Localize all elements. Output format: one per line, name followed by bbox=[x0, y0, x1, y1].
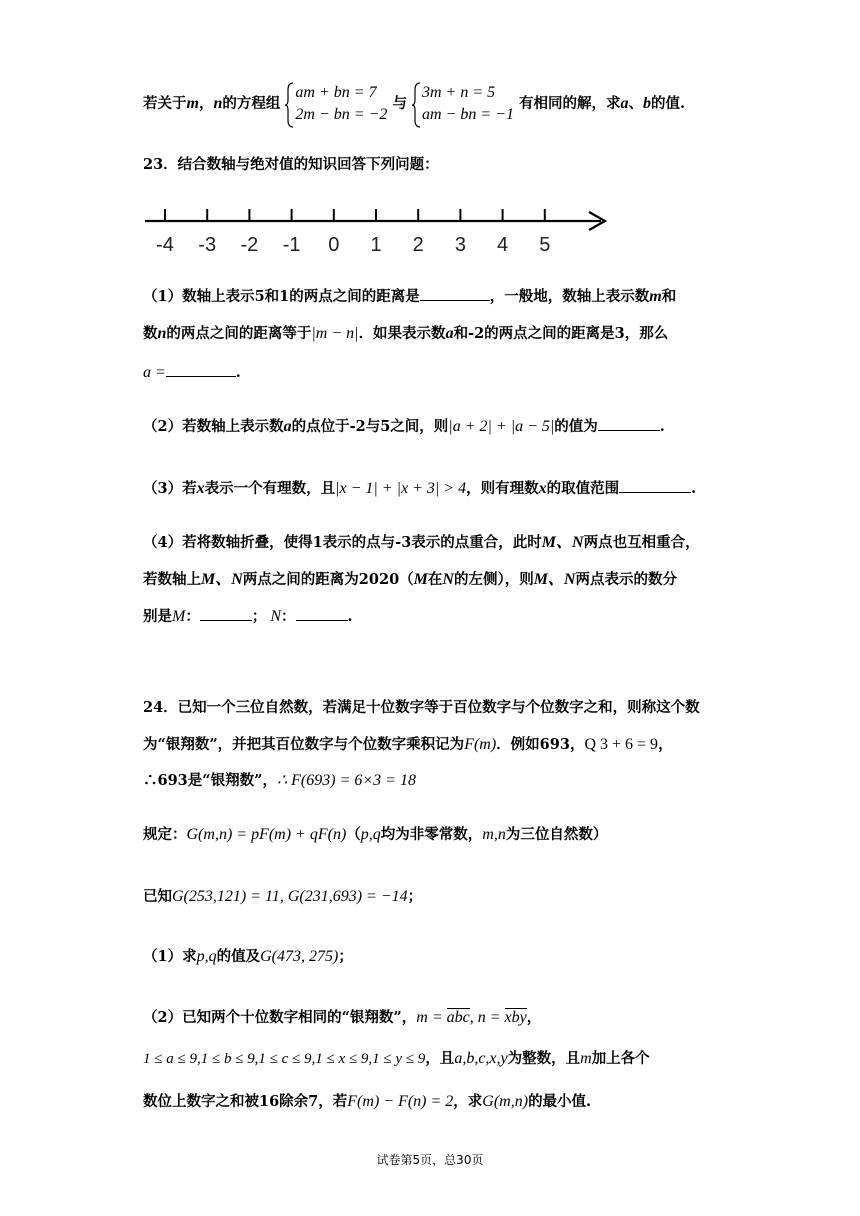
number-line-label: 4 bbox=[497, 234, 509, 256]
q24-text: （ bbox=[346, 826, 361, 843]
q23-text: . bbox=[691, 480, 697, 497]
math-expression: Q 3 + 6 = 9 bbox=[584, 736, 659, 753]
equation-system-2 bbox=[412, 82, 514, 126]
brace-icon bbox=[285, 82, 294, 128]
q23-text: 的左侧），则 bbox=[453, 571, 534, 588]
var-n: n bbox=[213, 95, 223, 112]
var-b: b bbox=[643, 95, 652, 112]
overline-number: abc bbox=[446, 1009, 470, 1026]
q24-line4 bbox=[143, 825, 607, 845]
q24-line9 bbox=[143, 1092, 591, 1112]
q23-text: 两点也互相重合， bbox=[583, 534, 700, 551]
q23-text: 的点位于-2与5之间，则 bbox=[291, 418, 449, 435]
q22-text: 若关于 bbox=[143, 95, 187, 112]
var-mn: M、N bbox=[541, 534, 584, 551]
q24-text: 的值及 bbox=[216, 948, 261, 965]
math-expression: F(m) − F(n) = 2 bbox=[347, 1093, 454, 1110]
q24-text: ∴693是“银翔数”， bbox=[143, 772, 277, 789]
q23-text: . bbox=[235, 364, 241, 381]
number-line-label: -3 bbox=[198, 234, 217, 256]
q23-p2-line bbox=[143, 416, 665, 437]
q24-text: ．例如693， bbox=[496, 736, 585, 753]
q23-text: （4）若将数轴折叠，使得1表示的点与-3表示的点重合，此时 bbox=[143, 534, 542, 551]
q22-text: 的值. bbox=[651, 95, 686, 112]
math-expression: G(m,n) = pF(m) + qF(n) bbox=[186, 826, 347, 843]
number-line-label: 0 bbox=[328, 234, 340, 256]
math-expression: m,n bbox=[482, 826, 506, 843]
q23-text: ： bbox=[185, 608, 200, 625]
q24-text: 已知 bbox=[143, 888, 172, 905]
q24-text: 均为非零常数， bbox=[380, 826, 483, 843]
math-expression: |a + 2| + |a − 5| bbox=[448, 418, 555, 435]
q24-text: ； bbox=[407, 888, 423, 905]
math-expression: |x − 1| + |x + 3| > 4 bbox=[335, 480, 467, 497]
var-a: a bbox=[620, 95, 629, 112]
q22-text: 、 bbox=[628, 95, 644, 112]
q24-text: （1）求 bbox=[143, 948, 197, 965]
q22-text: ， bbox=[198, 95, 214, 112]
q23-text: 的取值范围 bbox=[546, 480, 620, 497]
q23-p4-line3 bbox=[143, 606, 353, 627]
q23-text: 两点之间的距离为2020（ bbox=[242, 571, 414, 588]
answer-blank[interactable] bbox=[166, 362, 236, 377]
number-line-label: -4 bbox=[156, 234, 174, 256]
answer-blank[interactable] bbox=[296, 606, 348, 621]
q23-p1-line2 bbox=[143, 324, 668, 344]
q24-line3 bbox=[143, 771, 416, 791]
q23-text: （3）若 bbox=[143, 480, 197, 497]
q23-text: 的两点之间的距离等于 bbox=[166, 325, 312, 342]
brace-icon bbox=[412, 82, 421, 128]
math-expression: ∴ F(693) = 6×3 = 18 bbox=[276, 772, 416, 789]
number-line bbox=[143, 202, 613, 262]
q23-text: 若数轴上 bbox=[143, 571, 201, 588]
q23-p1-line1 bbox=[143, 286, 676, 307]
q23-p4-line2 bbox=[143, 570, 677, 590]
q23-p3-line bbox=[143, 478, 696, 499]
var-m: M bbox=[172, 608, 186, 625]
q23-text: 在 bbox=[427, 571, 443, 588]
math-expression: , n = bbox=[469, 1009, 505, 1026]
q23-title: 23．结合数轴与绝对值的知识回答下列问题： bbox=[143, 156, 439, 173]
number-line-label: -2 bbox=[240, 234, 259, 256]
q23-text: ； bbox=[251, 608, 267, 625]
q24-line2 bbox=[143, 735, 673, 755]
equation: 3m + n = 5 bbox=[422, 84, 496, 101]
math-expression: F(m) bbox=[464, 736, 497, 753]
q23-text: （1）数轴上表示5和1的两点之间的距离是 bbox=[143, 288, 420, 305]
q24-text: 的最小值. bbox=[528, 1093, 592, 1110]
q24-line1: 24．已知一个三位自然数，若满足十位数字等于百位数字与个位数字之和，则称这个数 bbox=[143, 699, 700, 716]
q23-text: ： bbox=[281, 608, 296, 625]
math-expression: p,q bbox=[360, 826, 381, 843]
q24-line6 bbox=[143, 947, 353, 967]
math-expression: G(253,121) = 11, G(231,693) = −14 bbox=[172, 888, 408, 905]
q23-text: 和 bbox=[661, 288, 677, 305]
number-line-label: 5 bbox=[539, 234, 551, 256]
var-m: m bbox=[649, 288, 662, 305]
math-expression: p,q bbox=[196, 948, 217, 965]
q23-text: 别是 bbox=[143, 608, 172, 625]
q24-text: 规定： bbox=[143, 826, 187, 843]
page-footer: 试卷第5页，总30页 bbox=[376, 1153, 484, 1167]
equation: 2m − bn = −2 bbox=[295, 106, 388, 123]
answer-blank[interactable] bbox=[200, 606, 252, 621]
q23-text: 的值为 bbox=[554, 418, 598, 435]
q24-text: 为三位自然数） bbox=[505, 826, 608, 843]
q23-text: ，则有理数 bbox=[466, 480, 539, 497]
var-m: m bbox=[186, 95, 199, 112]
math-expression: G(m,n) bbox=[482, 1093, 529, 1110]
q22-text: 有相同的解，求 bbox=[519, 95, 621, 112]
q23-text: . bbox=[659, 418, 665, 435]
math-expression: a,b,c,x,y bbox=[454, 1050, 508, 1067]
q23-text: . bbox=[347, 608, 353, 625]
q24-text: ； bbox=[338, 948, 353, 965]
number-line-label: -1 bbox=[282, 234, 301, 256]
math-expression: G(473, 275) bbox=[260, 948, 339, 965]
math-expression: m = bbox=[416, 1009, 447, 1026]
var-x: x bbox=[196, 480, 205, 497]
var-n: N bbox=[442, 571, 454, 588]
var-m: M bbox=[413, 571, 428, 588]
q23-p1-line3 bbox=[143, 362, 241, 383]
var-mn: M、N bbox=[201, 571, 243, 588]
q23-text: 数 bbox=[143, 325, 158, 342]
q23-p4-line1 bbox=[143, 533, 700, 553]
q23-text: ，一般地，数轴上表示数 bbox=[489, 288, 650, 305]
math-expression: |m − n| bbox=[311, 325, 359, 342]
q23-text: 表示一个有理数，且 bbox=[204, 480, 336, 497]
q24-text: ，且 bbox=[425, 1050, 455, 1067]
equation-system-1 bbox=[285, 82, 387, 126]
overline-number: xby bbox=[504, 1009, 527, 1026]
q24-line7 bbox=[143, 1008, 541, 1028]
answer-blank[interactable] bbox=[598, 416, 660, 431]
math-expression: a = bbox=[143, 364, 166, 381]
q24-text: 为整数，且 bbox=[507, 1050, 581, 1067]
q22-text: 与 bbox=[392, 95, 407, 112]
number-line-label: 2 bbox=[412, 234, 424, 256]
q23-text: （2）若数轴上表示数 bbox=[143, 418, 284, 435]
answer-blank[interactable] bbox=[420, 286, 490, 301]
q24-text: ，求 bbox=[453, 1093, 483, 1110]
q23-text: 两点表示的数分 bbox=[575, 571, 677, 588]
var-mn: M、N bbox=[533, 571, 576, 588]
q24-text: 加上各个 bbox=[591, 1050, 650, 1067]
q23-text: 和-2的两点之间的距离是3，那么 bbox=[453, 325, 669, 342]
var-m: m bbox=[580, 1050, 592, 1067]
var-a: a bbox=[283, 418, 292, 435]
number-line-label: 1 bbox=[370, 234, 382, 256]
answer-blank[interactable] bbox=[619, 478, 691, 493]
q24-text: （2）已知两个十位数字相同的“银翔数”， bbox=[143, 1009, 417, 1026]
var-n: n bbox=[157, 325, 167, 342]
equation: am − bn = −1 bbox=[422, 106, 514, 123]
equation: am + bn = 7 bbox=[295, 84, 377, 101]
q24-text: 为“银翔数”，并把其百位数字与个位数字乘积记为 bbox=[143, 736, 465, 753]
q24-line5 bbox=[143, 887, 422, 907]
var-a: a bbox=[445, 325, 454, 342]
q23-text: ．如果表示数 bbox=[358, 325, 446, 342]
q24-text: ， bbox=[526, 1009, 542, 1026]
q24-text: ， bbox=[658, 736, 673, 753]
var-x: x bbox=[538, 480, 547, 497]
var-n: N bbox=[270, 608, 281, 625]
number-line-label: 3 bbox=[454, 234, 466, 256]
math-expression: 1 ≤ a ≤ 9,1 ≤ b ≤ 9,1 ≤ c ≤ 9,1 ≤ x ≤ 9,1 ≤ y ≤ 9 bbox=[143, 1051, 426, 1067]
q22-line bbox=[143, 82, 685, 126]
q24-line8 bbox=[143, 1049, 650, 1069]
q24-text: 数位上数字之和被16除余7，若 bbox=[143, 1093, 348, 1110]
q22-text: 的方程组 bbox=[222, 95, 281, 112]
